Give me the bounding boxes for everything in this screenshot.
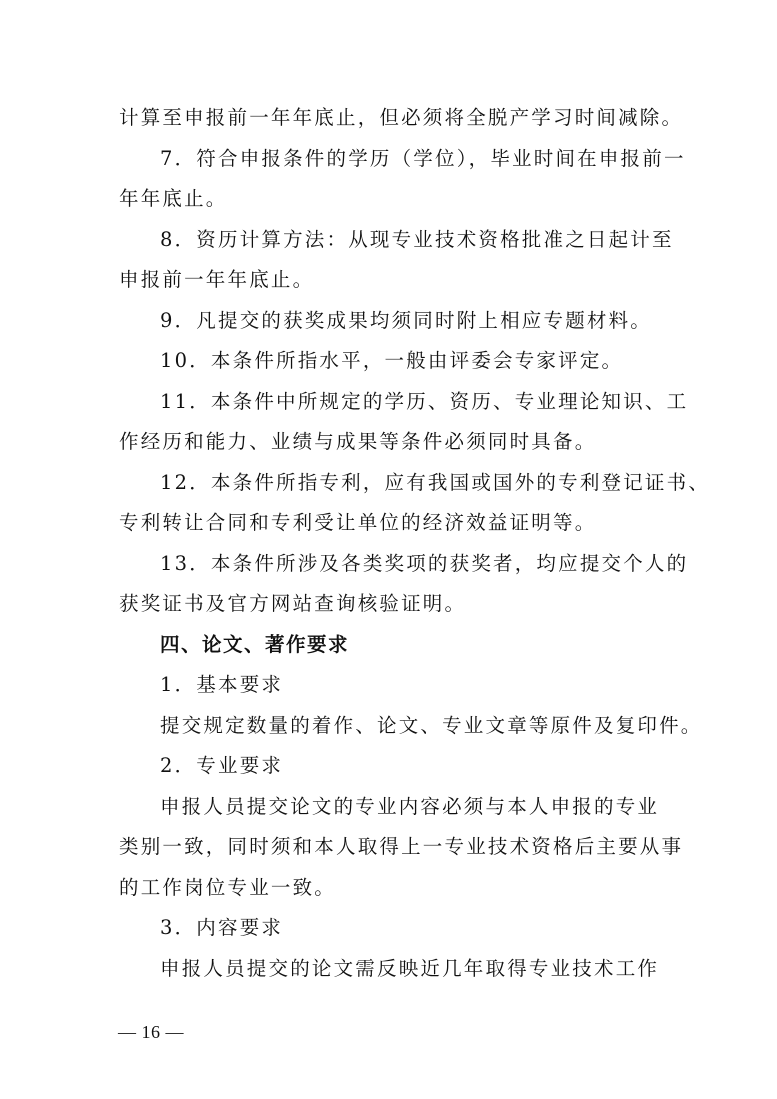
page-number: — 16 — (118, 1022, 184, 1042)
text-line-1: 计算至申报前一年年底止，但必须将全脱产学习时间减除。 (119, 106, 684, 129)
section-heading: 四、论文、著作要求 (160, 633, 350, 656)
text-line-8: 11．本条件中所规定的学历、资历、专业理论知识、工 (160, 390, 689, 413)
text-line-3: 年年底止。 (119, 187, 228, 210)
subheading-basic-requirements: 1．基本要求 (160, 673, 284, 696)
text-line-9: 作经历和能力、业绩与成果等条件必须同时具备。 (119, 430, 597, 453)
text-line-20: 的工作岗位专业一致。 (119, 876, 337, 899)
subheading-content-requirements: 3．内容要求 (160, 916, 284, 939)
text-line-18: 申报人员提交论文的专业内容必须与本人申报的专业 (160, 795, 660, 818)
text-line-5: 申报前一年年底止。 (119, 268, 315, 291)
text-line-7: 10．本条件所指水平，一般由评委会专家评定。 (160, 349, 624, 372)
text-line-19: 类别一致，同时须和本人取得上一专业技术资格后主要从事 (119, 835, 684, 858)
text-line-16: 提交规定数量的着作、论文、专业文章等原件及复印件。 (160, 714, 703, 737)
text-line-10: 12．本条件所指专利，应有我国或国外的专利登记证书、 (160, 471, 711, 494)
text-line-4: 8．资历计算方法：从现专业技术资格批准之日起计至 (160, 228, 674, 251)
subheading-professional-requirements: 2．专业要求 (160, 754, 284, 777)
text-line-6: 9．凡提交的获奖成果均须同时附上相应专题材料。 (160, 309, 653, 332)
text-line-13: 获奖证书及官方网站查询核验证明。 (119, 592, 467, 615)
text-line-2: 7．符合申报条件的学历（学位），毕业时间在申报前一 (160, 147, 686, 170)
text-line-22: 申报人员提交的论文需反映近几年取得专业技术工作 (160, 957, 660, 980)
text-line-12: 13．本条件所涉及各类奖项的获奖者，均应提交个人的 (160, 552, 689, 575)
text-line-11: 专利转让合同和专利受让单位的经济效益证明等。 (119, 511, 597, 534)
